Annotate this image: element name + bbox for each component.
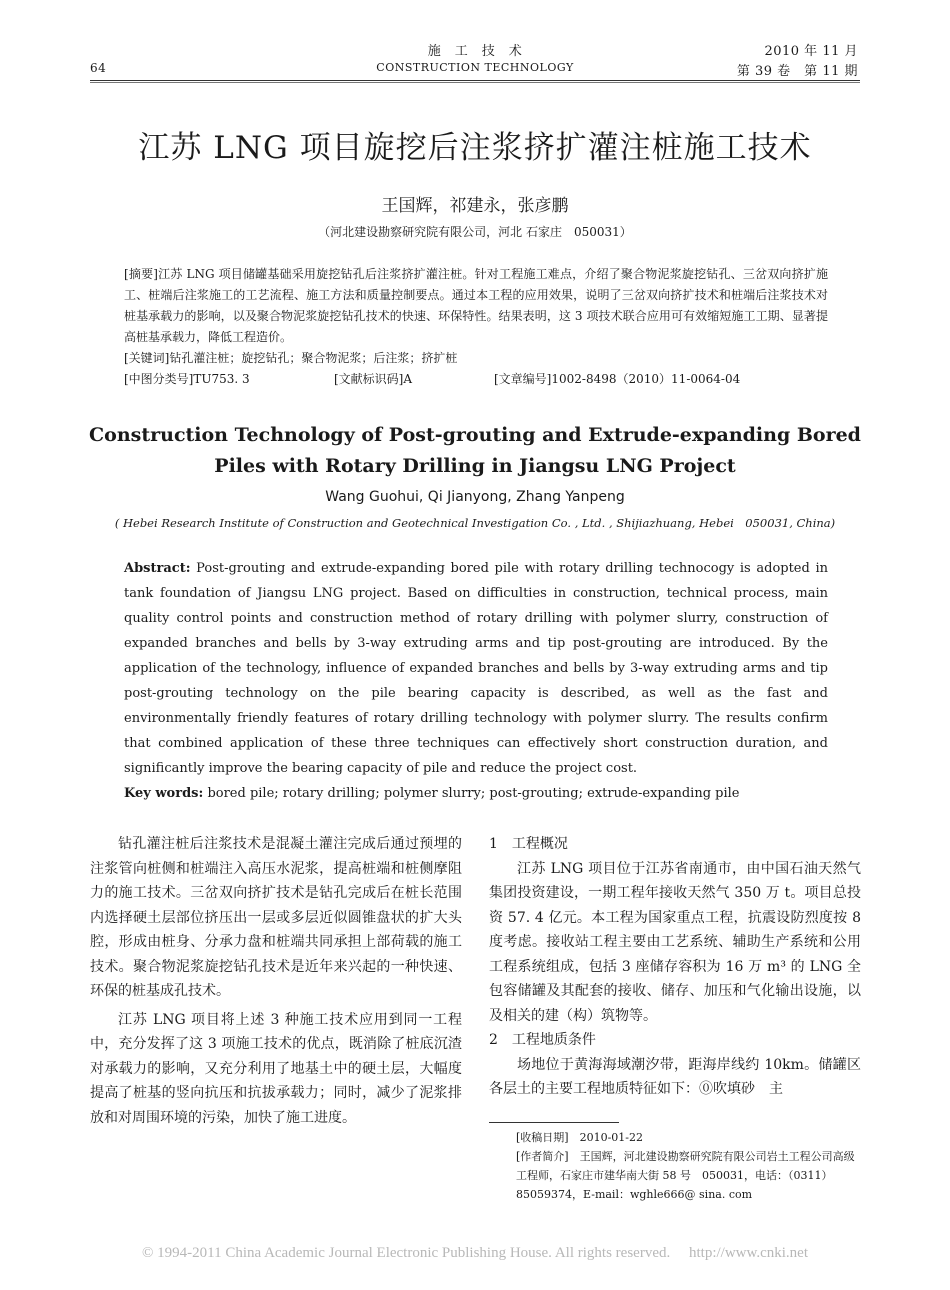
- keywords-en: bored pile; rotary drilling; polymer slurry; post-grouting; extrude-expanding pile: [207, 786, 740, 801]
- page-number: 64: [90, 61, 107, 75]
- abstract-zh-label: [摘要]: [124, 267, 158, 281]
- body-paragraph: 场地位于黄海海域潮汐带，距海岸线约 10km。储罐区各层土的主要工程地质特征如下：⓪吹填砂 主: [489, 1056, 861, 1097]
- body-left-column: [90, 832, 462, 1130]
- authors-zh: 王国辉，祁建永，张彦鹏: [381, 196, 569, 216]
- classification-row: [124, 369, 828, 390]
- footnote: [516, 1128, 860, 1204]
- abstract-en: [124, 556, 828, 806]
- body-paragraph: 钻孔灌注桩后注浆技术是混凝土灌注完成后通过预埋的注浆管向桩侧和桩端注入高压水泥浆，提高桩端和桩侧摩阻力的施工技术。三岔双向挤扩技术是钻孔完成后在桩长范围内选择硬土层部位挤压出一层或多层近似圆锥盘状的扩大头腔，形成由桩身、分承力盘和桩端共同承担上部荷载的施工技术。聚合物泥浆旋挖钻孔技术是近年来兴起的一种快速、环保的桩基成孔技术。: [90, 836, 462, 999]
- article-title-en-line1: Construction Technology of Post-grouting and Extrude-expanding Bored: [89, 424, 861, 446]
- body-right-column: [489, 832, 861, 1102]
- authors-en: Wang Guohui, Qi Jianyong, Zhang Yanpeng: [325, 489, 625, 505]
- clc-value: TU753. 3: [193, 372, 250, 386]
- abstract-en-label: Abstract:: [124, 561, 191, 576]
- header-rule: [90, 80, 860, 81]
- article-title-zh: 江苏 LNG 项目旋挖后注浆挤扩灌注桩施工技术: [138, 130, 812, 166]
- article-no-value: 1002-8498（2010）11-0064-04: [551, 372, 741, 386]
- article-no-label: [文章编号]: [494, 372, 552, 386]
- received-date: [收稿日期] 2010-01-22: [516, 1131, 644, 1144]
- abstract-en-text: Post-grouting and extrude-expanding bored pile with rotary drilling technocogy is adopted in tank foundation of Jiangsu LNG project. Based on difficulties in construction, technical process, main quality control points and construction method of rotary drilling with polymer slurry, construction of expanded branches and bells by 3-way extruding arms and tip post-grouting are introduced. By the application of the technology, influence of expanded branches and bells by 3-way extruding arms and tip post-grouting technology on the pile bearing capacity is described, as well as the fast and environmentally friendly features of rotary drilling technology with polymer slurry. The results confirm that combined application of these three techniques can effectively short construction duration, and significantly improve the bearing capacity of pile and reduce the project cost.: [124, 561, 828, 776]
- issue-date: 2010 年 11 月: [764, 44, 858, 59]
- keywords-zh-label: [关键词]: [124, 351, 170, 365]
- affiliation-zh: （河北建设勘察研究院有限公司，河北 石家庄 050031）: [318, 225, 632, 239]
- affiliation-en: ( Hebei Research Institute of Construction and Geotechnical Investigation Co. , Ltd. , Shijiazhuang, Hebei 050031, China): [114, 516, 836, 530]
- section-heading: 1 工程概况: [489, 836, 568, 852]
- article-title-en-line2: Piles with Rotary Drilling in Jiangsu LNG Project: [214, 455, 736, 477]
- abstract-zh: [124, 264, 828, 390]
- header-rule-thin: [90, 82, 860, 83]
- clc-label: [中图分类号]: [124, 372, 194, 386]
- article-title-en: [0, 420, 950, 482]
- keywords-en-label: Key words:: [124, 786, 204, 801]
- doc-code-label: [文献标识码]: [334, 372, 404, 386]
- doc-code-value: A: [403, 372, 413, 386]
- journal-name-en: CONSTRUCTION TECHNOLOGY: [376, 61, 574, 74]
- footnote-rule: [489, 1122, 619, 1123]
- section-heading: 2 工程地质条件: [489, 1032, 596, 1048]
- copyright-watermark: © 1994-2011 China Academic Journal Electronic Publishing House. All rights reserved. http://www.cnki.net: [141, 1245, 808, 1261]
- body-paragraph: 江苏 LNG 项目将上述 3 种施工技术应用到同一工程中，充分发挥了这 3 项施工技术的优点，既消除了桩底沉渣对承载力的影响，又充分利用了地基土中的硬土层，大幅度提高了桩基的竖向抗压和抗拔承载力；同时，减少了泥浆排放和对周围环境的污染，加快了施工进度。: [90, 1011, 462, 1126]
- author-bio: [作者简介] 王国辉，河北建设勘察研究院有限公司岩土工程公司高级工程师，石家庄市建华南大街 58 号 050031，电话：（0311）85059374，E-mail：wghle666@ sina. com: [516, 1150, 855, 1201]
- body-paragraph: 江苏 LNG 项目位于江苏省南通市，由中国石油天然气集团投资建设，一期工程年接收天然气 350 万 t。项目总投资 57. 4 亿元。本工程为国家重点工程，抗震设防烈度按 8 度考虑。接收站工程主要由工艺系统、辅助生产系统和公用工程系统组成，包括 3 座储存容积为 16 万 m³ 的 LNG 全包容储罐及其配套的接收、储存、加压和气化输出设施，以及相关的建（构）筑物等。: [489, 860, 861, 1024]
- abstract-zh-text: 江苏 LNG 项目储罐基础采用旋挖钻孔后注浆挤扩灌注桩。针对工程施工难点，介绍了聚合物泥浆旋挖钻孔、三岔双向挤扩施工、桩端后注浆施工的工艺流程、施工方法和质量控制要点。通过本工程的应用效果，说明了三岔双向挤扩技术和桩端后注浆技术对桩基承载力的影响，以及聚合物泥浆旋挖钻孔技术的快速、环保特性。结果表明，这 3 项技术联合应用可有效缩短施工工期、显著提高桩基承载力，降低工程造价。: [124, 267, 828, 344]
- journal-name-zh: 施 工 技 术: [427, 44, 523, 59]
- volume-issue: 第 39 卷 第 11 期: [736, 64, 858, 79]
- keywords-zh: 钻孔灌注桩；旋挖钻孔；聚合物泥浆；后注浆；挤扩桩: [169, 351, 458, 365]
